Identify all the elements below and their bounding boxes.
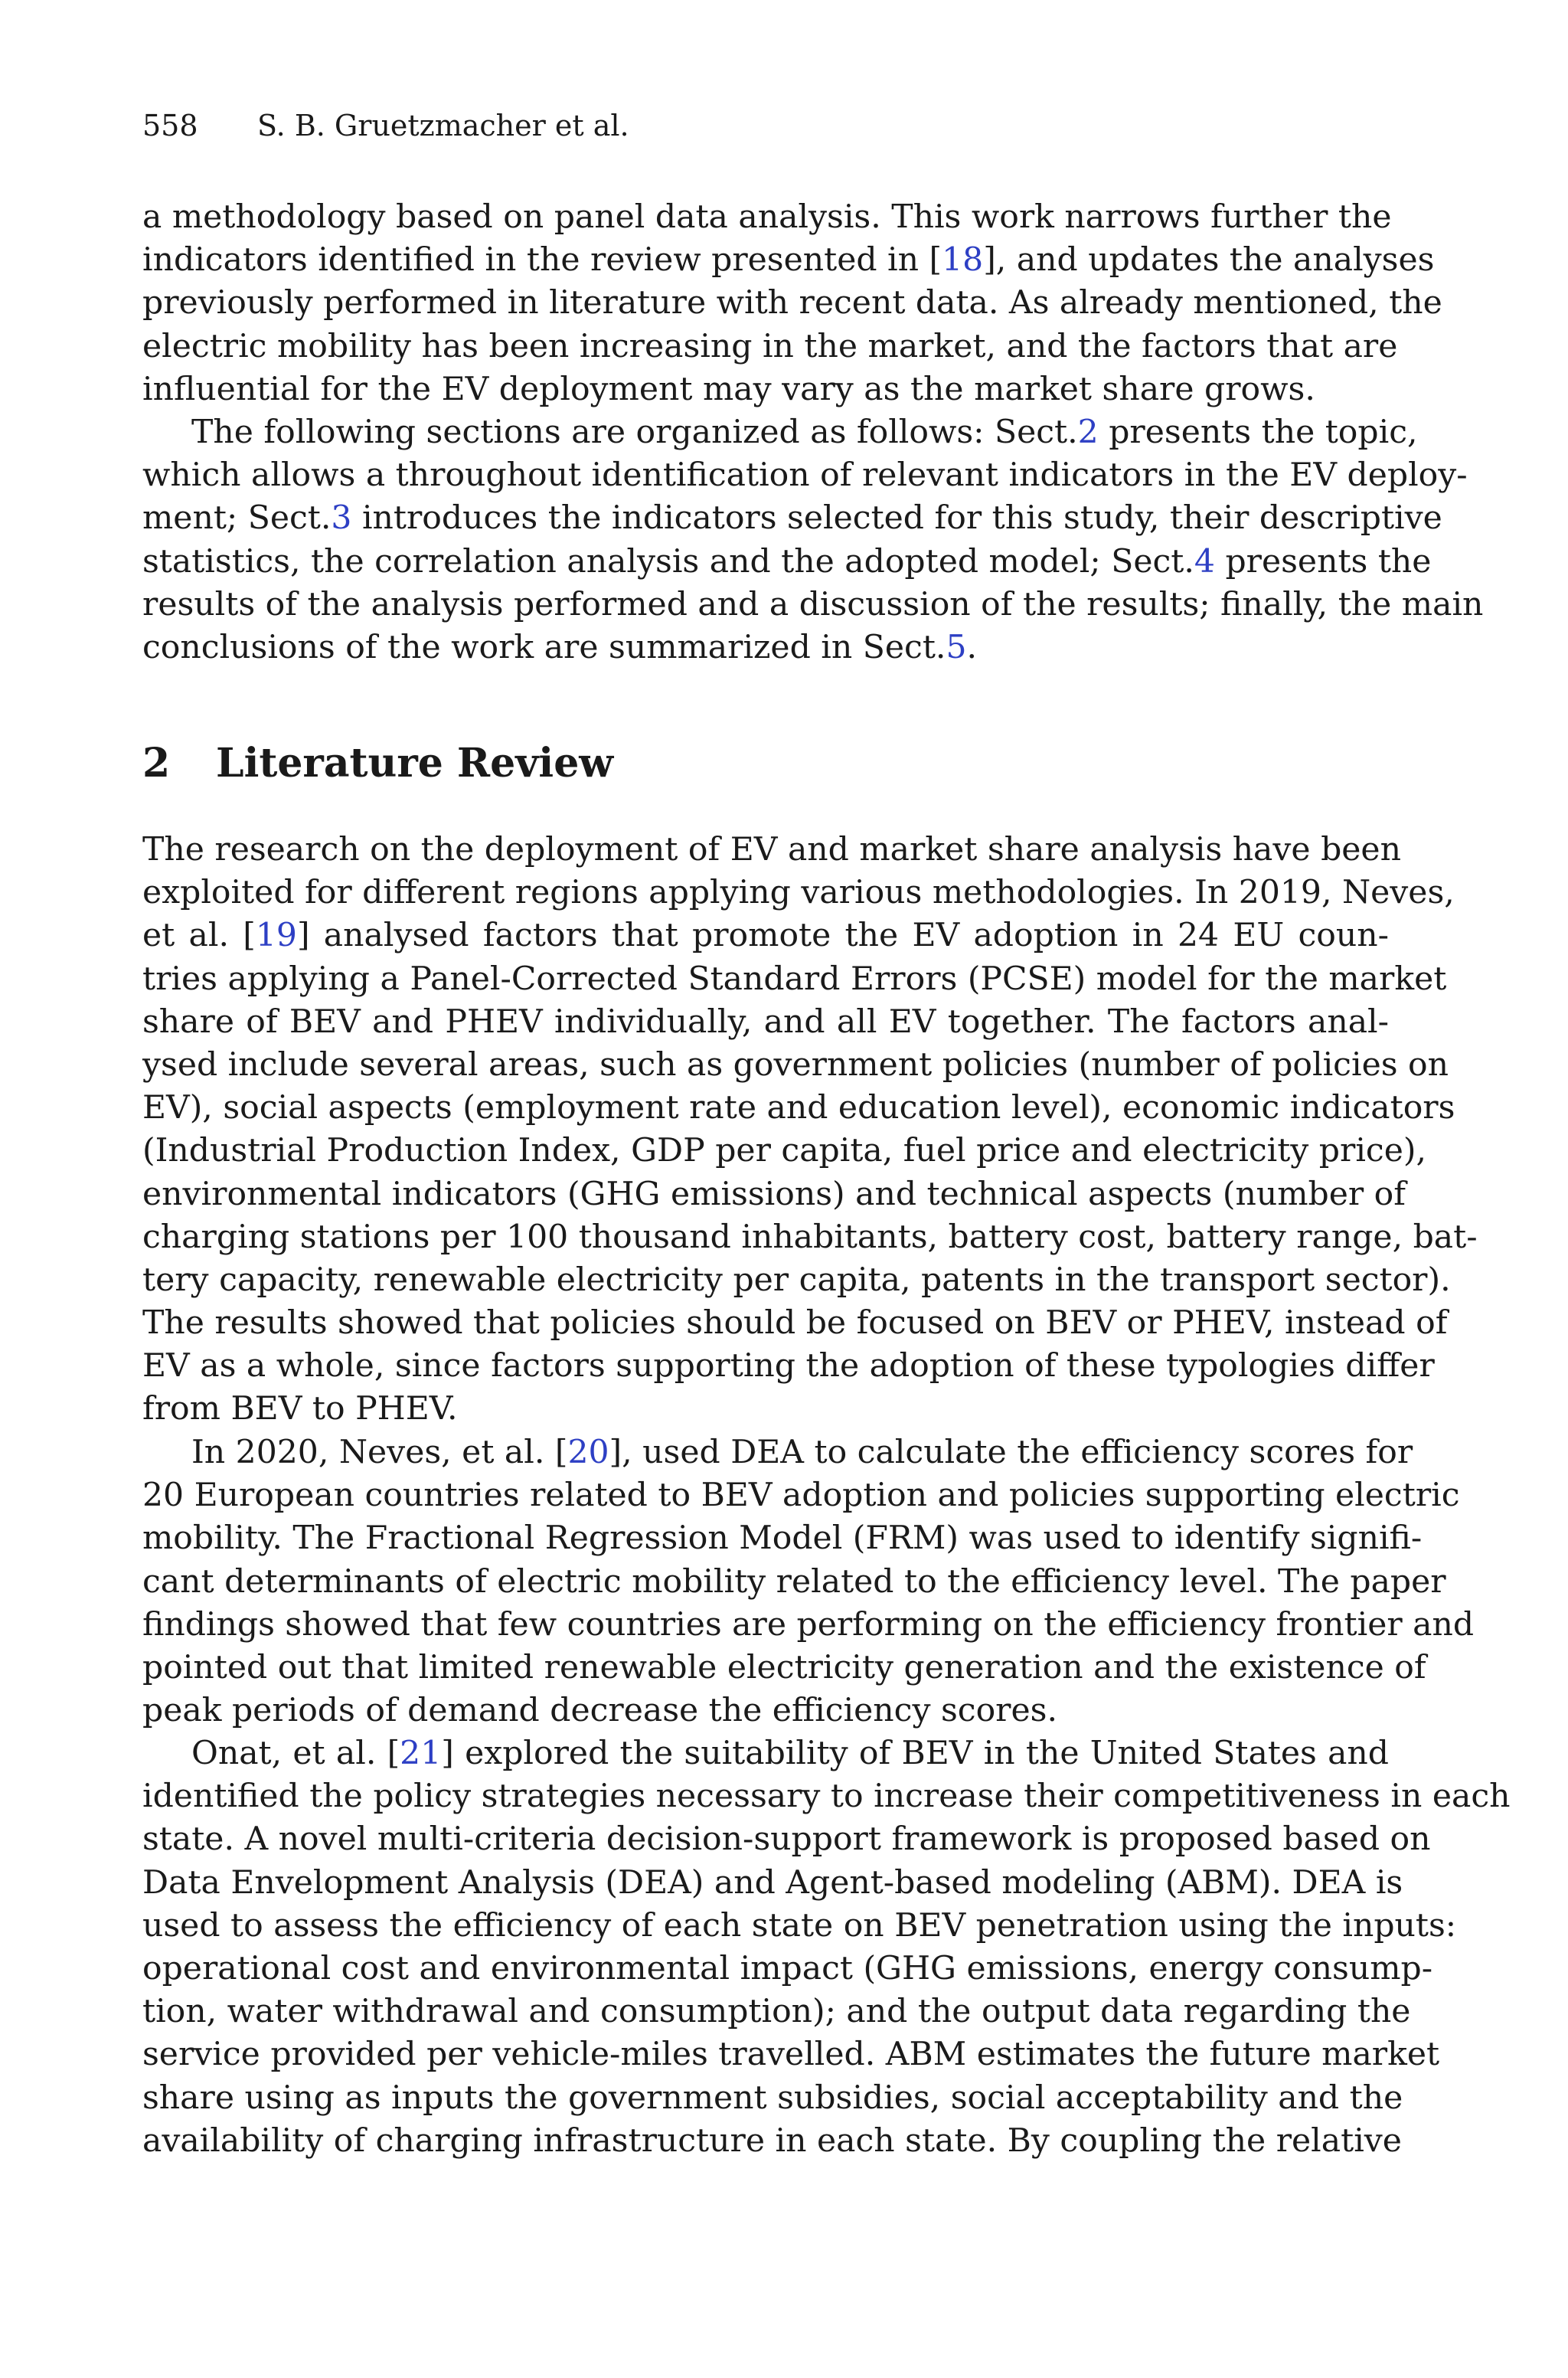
- text-line: mobility. The Fractional Regression Model (FRM) was used to identify signifi-: [142, 1519, 1423, 1558]
- intro-paragraph-1: [142, 196, 1442, 411]
- running-header: [142, 106, 629, 146]
- text-line: share of BEV and PHEV individually, and all EV together. The factors anal-: [142, 1003, 1389, 1041]
- citation-link-21[interactable]: 21: [400, 1735, 442, 1772]
- section-link-5[interactable]: 5: [946, 628, 967, 666]
- text-line: cant determinants of electric mobility related to the efficiency level. The paper: [142, 1562, 1446, 1601]
- text-line: used to assess the efficiency of each state on BEV penetration using the inputs:: [142, 1906, 1457, 1945]
- running-authors: S. B. Gruetzmacher et al.: [257, 109, 629, 142]
- review-paragraph-1: [142, 829, 1478, 1431]
- text-line: ysed include several areas, such as government policies (number of policies on: [142, 1045, 1449, 1084]
- text-line: exploited for different regions applying various methodologies. In 2019, Neves,: [142, 874, 1455, 912]
- section-link-4[interactable]: 4: [1194, 542, 1215, 581]
- text-line: which allows a throughout identification of relevant indicators in the EV deploy-: [142, 456, 1468, 495]
- text-line: share using as inputs the government subsidies, social acceptability and the: [142, 2079, 1403, 2117]
- section-link-2[interactable]: 2: [1077, 414, 1099, 451]
- text-line: influential for the EV deployment may vary as the market share grows.: [142, 370, 1315, 408]
- text-line: 20 European countries related to BEV adoption and policies supporting electric: [142, 1477, 1460, 1515]
- text-line: tries applying a Panel-Corrected Standard Errors (PCSE) model for the market: [142, 960, 1447, 998]
- review-paragraph-2: [142, 1431, 1475, 1732]
- section-heading: [142, 737, 613, 790]
- section-title: Literature Review: [216, 740, 614, 787]
- citation-link-20[interactable]: 20: [567, 1434, 609, 1471]
- text-line: peak periods of demand decrease the efficiency scores.: [142, 1692, 1057, 1730]
- text-line: statistics, the correlation analysis and the adopted model; Sect.4 presents the: [142, 542, 1432, 581]
- text-line: identified the policy strategies necessary to increase their competitiveness in each: [142, 1778, 1511, 1816]
- text-line: (Industrial Production Index, GDP per capita, fuel price and electricity price),: [142, 1132, 1426, 1170]
- text-line: Onat, et al. [21] explored the suitability of BEV in the United States and: [191, 1735, 1390, 1772]
- citation-link-18[interactable]: 18: [942, 241, 984, 280]
- intro-paragraph-2: [142, 411, 1484, 669]
- text-line: operational cost and environmental impact (GHG emissions, energy consump-: [142, 1949, 1433, 1987]
- review-paragraph-3: [142, 1732, 1511, 2163]
- text-line: Data Envelopment Analysis (DEA) and Agent-based modeling (ABM). DEA is: [142, 1863, 1403, 1902]
- text-line: state. A novel multi-criteria decision-support framework is proposed based on: [142, 1820, 1431, 1859]
- text-line: pointed out that limited renewable electricity generation and the existence of: [142, 1648, 1426, 1686]
- text-line: results of the analysis performed and a discussion of the results; finally, the main: [142, 585, 1484, 623]
- text-line: a methodology based on panel data analysis. This work narrows further the: [142, 198, 1392, 236]
- text-line: EV as a whole, since factors supporting the adoption of these typologies differ: [142, 1347, 1435, 1385]
- text-line: tion, water withdrawal and consumption); and the output data regarding the: [142, 1993, 1411, 2031]
- citation-link-19[interactable]: 19: [255, 917, 297, 955]
- text-line: et al. [19] analysed factors that promote the EV adoption in 24 EU coun-: [142, 917, 1389, 955]
- text-line: availability of charging infrastructure in each state. By coupling the relative: [142, 2121, 1402, 2160]
- page-number: 558: [142, 109, 198, 142]
- text-line: from BEV to PHEV.: [142, 1390, 458, 1428]
- text-line: charging stations per 100 thousand inhabitants, battery cost, battery range, bat-: [142, 1218, 1478, 1256]
- text-line: electric mobility has been increasing in the market, and the factors that are: [142, 327, 1398, 365]
- text-line: In 2020, Neves, et al. [20], used DEA to calculate the efficiency scores for: [191, 1434, 1413, 1471]
- text-line: tery capacity, renewable electricity per capita, patents in the transport sector).: [142, 1261, 1451, 1299]
- text-line: findings showed that few countries are performing on the efficiency frontier and: [142, 1605, 1475, 1644]
- text-line: ment; Sect.3 introduces the indicators selected for this study, their descriptive: [142, 499, 1442, 538]
- text-line: environmental indicators (GHG emissions) and technical aspects (number of: [142, 1175, 1406, 1213]
- text-line: previously performed in literature with recent data. As already mentioned, the: [142, 284, 1442, 322]
- text-line: The results showed that policies should be focused on BEV or PHEV, instead of: [142, 1304, 1448, 1343]
- text-line: indicators identified in the review presented in [18], and updates the analyses: [142, 241, 1435, 280]
- text-line: The following sections are organized as follows: Sect.2 presents the topic,: [191, 414, 1418, 451]
- text-line: The research on the deployment of EV and market share analysis have been: [142, 831, 1401, 868]
- section-number: 2: [142, 740, 171, 787]
- section-link-3[interactable]: 3: [331, 499, 352, 538]
- text-line: EV), social aspects (employment rate and education level), economic indicators: [142, 1089, 1455, 1127]
- text-line: service provided per vehicle-miles travelled. ABM estimates the future market: [142, 2036, 1440, 2074]
- text-line: conclusions of the work are summarized in Sect.5.: [142, 628, 977, 666]
